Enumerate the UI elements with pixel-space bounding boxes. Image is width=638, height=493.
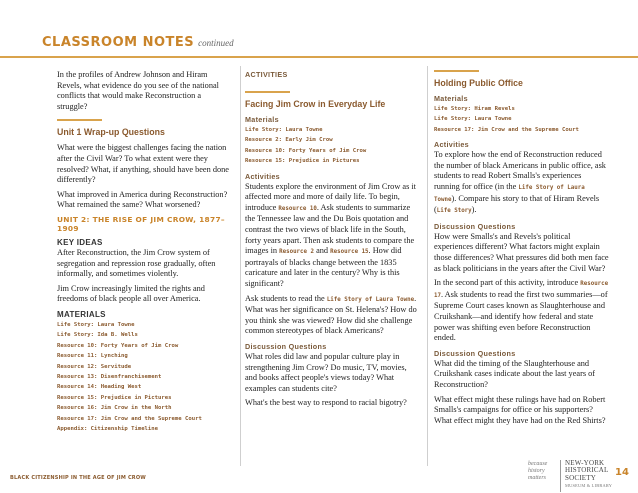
- discussion-question-2: What did the timing of the Slaughterhouse and Cruikshank cases indicate about the last years of Reconstruction?: [434, 358, 596, 389]
- materials-list: [434, 104, 609, 135]
- life-story-link[interactable]: Life Story of Laura Towne: [326, 296, 415, 303]
- resource-link[interactable]: Resource 10: [278, 205, 317, 212]
- page-number: 14: [615, 467, 629, 478]
- key-idea-2: Jim Crow increasingly limited the rights and freedoms of black people all over America.: [57, 283, 205, 304]
- column-2: [245, 70, 420, 413]
- section-rule: [434, 70, 479, 72]
- materials-list: [57, 320, 233, 434]
- material-link[interactable]: Resource 15: Prejudice in Pictures: [57, 394, 172, 401]
- material-link[interactable]: Resource 16: Jim Crow in the North: [57, 405, 172, 412]
- material-link[interactable]: Life Story: Laura Towne: [245, 127, 323, 133]
- activities-paragraph: To explore how the end of Reconstruction reduced the number of black Americans in public office, ask students to read Robert Smalls's experiences running for office (in the Life Story of Laura Towne). Compare his story to that of Hiram Revels (Life Story).: [434, 150, 606, 215]
- wrap-up-question-1: What were the biggest challenges facing the nation after the Civil War? To what extent were they resolved? What, if anything, should have been done differently?: [57, 143, 229, 185]
- section-rule: [57, 119, 102, 121]
- resource-link[interactable]: Resource 17: [434, 281, 609, 299]
- footer-title: BLACK CITIZENSHIP IN THE AGE OF JIM CROW: [10, 475, 147, 481]
- material-link[interactable]: Life Story: Laura Towne: [57, 321, 135, 328]
- header-rule: [0, 56, 638, 58]
- materials-label: Materials: [434, 94, 468, 103]
- material-link[interactable]: Resource 14: Heading West: [57, 384, 142, 391]
- logo-divider: [560, 460, 561, 492]
- material-link[interactable]: Resource 17: Jim Crow and the Supreme Court: [57, 415, 202, 422]
- material-link[interactable]: Resource 13: Disenfranchisement: [57, 373, 162, 380]
- material-link[interactable]: Resource 2: Early Jim Crow: [245, 137, 333, 144]
- materials-label: MATERIALS: [57, 309, 106, 319]
- key-ideas-label: KEY IDEAS: [57, 237, 103, 247]
- holding-office-title: Holding Public Office: [434, 78, 523, 88]
- discussion-questions-label: Discussion Questions: [245, 341, 327, 351]
- facing-jim-crow-title: Facing Jim Crow in Everyday Life: [245, 99, 386, 109]
- discussion-question-1: How were Smalls's and Revels's political experiences different? What factors might explain those differences? What pressures did both men face as black politicians in the years after the Civil War?: [434, 231, 609, 273]
- life-story-link[interactable]: Life Story of Laura Towne: [434, 185, 585, 203]
- material-link[interactable]: Resource 10: Forty Years of Jim Crow: [245, 147, 367, 154]
- second-part-paragraph: In the second part of this activity, introduce Resource 17. Ask students to read the first two summaries—of Supreme Court cases known as Slaughterhouse and Cruikshank—and identify how federal and state power was shifting even before Reconstruction ended.: [434, 278, 609, 343]
- column-3: [434, 70, 609, 430]
- laura-towne-paragraph: Ask students to read the Life Story of Laura Towne. What was her significance on St. Helena's? How do you think she was viewed? How did she challenge common stereotypes of black Americans?: [245, 293, 417, 336]
- discussion-question-3: What effect might these rulings have had on Robert Smalls's campaigns for office or his supporters? What effect might they have had on the Red Shirts?: [434, 394, 606, 425]
- column-1: [57, 70, 233, 434]
- page-header: [42, 33, 234, 53]
- because-history-matters-logo: because history matters: [528, 461, 548, 481]
- wrap-up-title: Unit 1 Wrap-up Questions: [57, 127, 165, 138]
- discussion-questions-label: Discussion Questions: [434, 348, 516, 358]
- material-link[interactable]: Life Story: Hiram Revels: [434, 106, 515, 112]
- activities-label: Activities: [434, 140, 469, 150]
- material-link[interactable]: Life Story: Laura Towne: [434, 116, 512, 123]
- resource-link[interactable]: Resource 2: [279, 249, 315, 256]
- discussion-question-1: What roles did law and popular culture play in strengthening Jim Crow? Do music, TV, movies, and books affect people's views today? What examples can students cite?: [245, 351, 407, 393]
- material-link[interactable]: Life Story: Ida B. Wells: [57, 332, 138, 339]
- discussion-question-2: What's the best way to respond to racial bigotry?: [245, 398, 407, 408]
- nyhs-logo: NEW-YORK HISTORICAL SOCIETY MUSEUM & LIBRARY: [565, 459, 613, 489]
- activities-sublabel: Activities: [245, 171, 280, 181]
- activities-label: ACTIVITIES: [245, 70, 288, 79]
- discussion-questions-label: Discussion Questions: [434, 221, 516, 231]
- material-link[interactable]: Resource 17: Jim Crow and the Supreme Court: [434, 126, 579, 133]
- column-divider-1: [240, 66, 241, 466]
- continued-label: continued: [198, 38, 234, 48]
- material-link[interactable]: Resource 10: Forty Years of Jim Crow: [57, 342, 179, 349]
- key-idea-1: After Reconstruction, the Jim Crow system of segregation and repression rose gradually, often informally, and sometimes violently.: [57, 247, 216, 279]
- material-link[interactable]: Resource 15: Prejudice in Pictures: [245, 158, 360, 165]
- page-title: CLASSROOM NOTES: [42, 35, 195, 50]
- column-divider-2: [427, 66, 428, 466]
- material-link[interactable]: Resource 11: Lynching: [57, 353, 128, 360]
- resource-link[interactable]: Resource 15: [330, 249, 369, 256]
- section-rule: [245, 91, 290, 93]
- material-link[interactable]: Resource 12: Servitude: [57, 363, 132, 370]
- intro-paragraph: In the profiles of Andrew Johnson and Hiram Revels, what evidence do you see of the national conflicts that would make Reconstruction a struggle?: [57, 70, 219, 111]
- materials-label: Materials: [245, 115, 279, 124]
- materials-list: [245, 125, 420, 167]
- life-story-link[interactable]: Life Story: [436, 208, 472, 215]
- activities-paragraph: Students explore the environment of Jim Crow as it affected more and more of daily life. To begin, introduce Resource 10. Ask students to summarize the Tennessee law and the Du Bois quotation and contrast the two views of black life in the South, forty years apart. Then ask students to compare the images in Resource 2 and Resource 15. How did portrayals of blacks change between the 1835 caricature and later in the century? Why is this significant?: [245, 181, 416, 288]
- material-link[interactable]: Appendix: Citizenship Timeline: [57, 425, 159, 432]
- unit-2-title: UNIT 2: THE RISE OF JIM CROW, 1877–1909: [57, 214, 225, 233]
- wrap-up-question-2: What improved in America during Reconstruction? What remained the same? What worsened?: [57, 189, 228, 210]
